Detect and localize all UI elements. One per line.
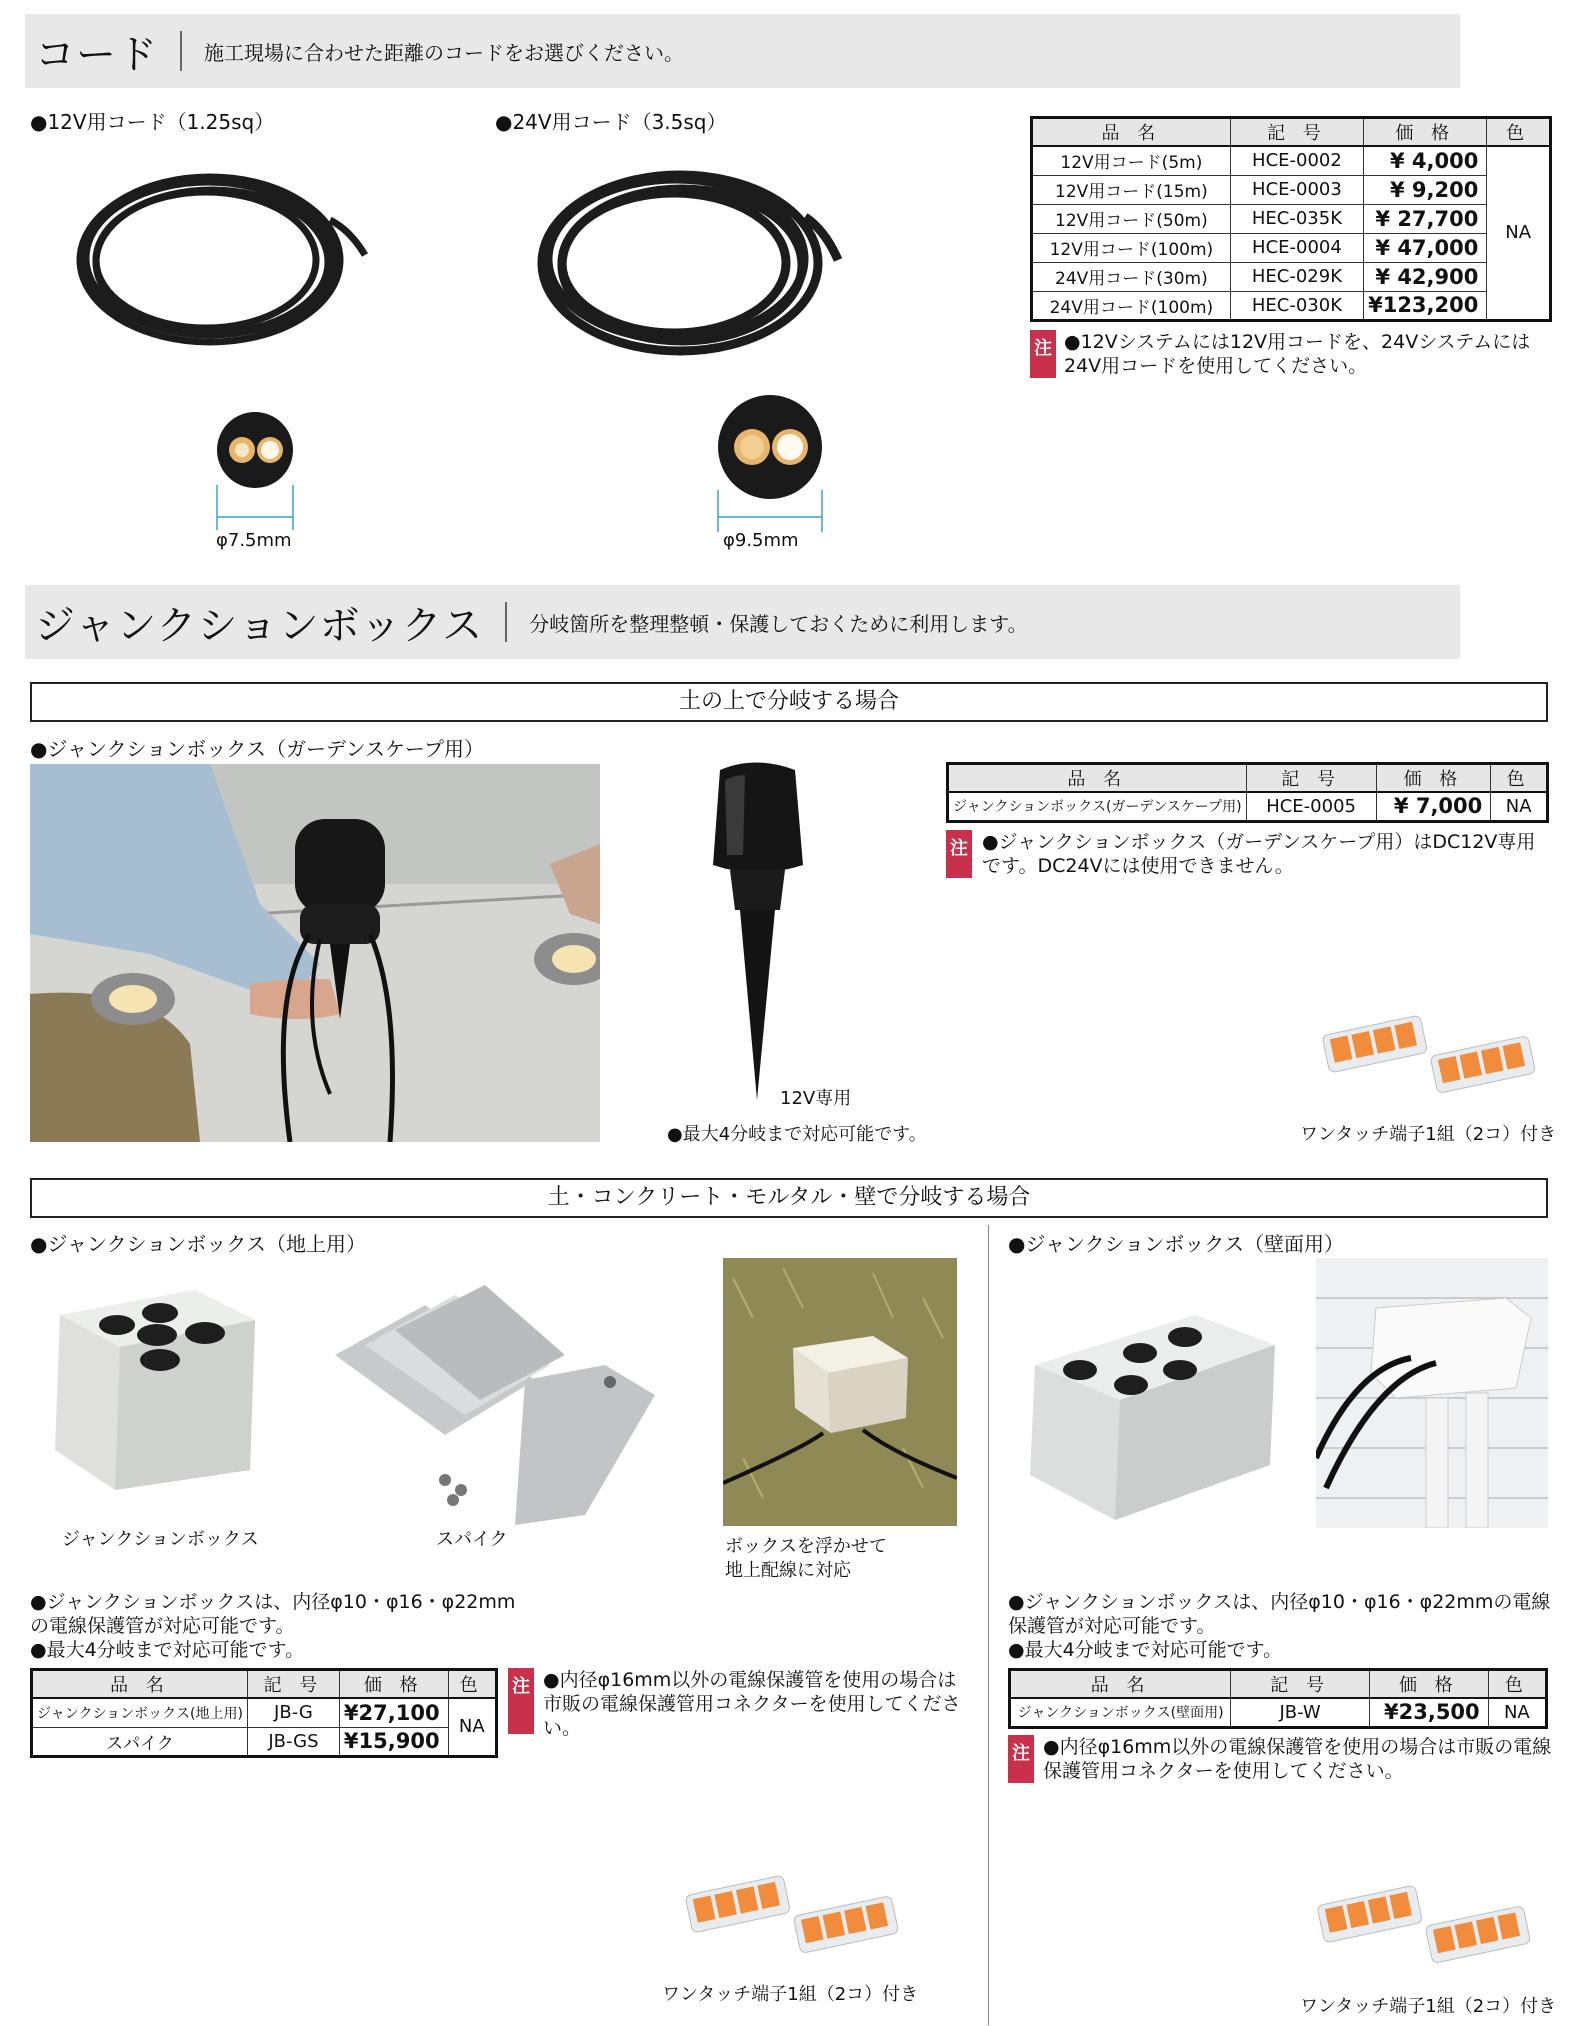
- ground-note: ●内径φ16mm以外の電線保護管を使用の場合は市販の電線保護管用コネクターを使用してください。: [543, 1669, 961, 1739]
- col-header-name: 品 名: [1032, 118, 1231, 147]
- wall-terminal-caption: ワンタッチ端子1組（2コ）付き: [1300, 1996, 1557, 2017]
- case1-terminal-caption: ワンタッチ端子1組（2コ）付き: [1300, 1124, 1557, 1145]
- jbox-section-desc: 分岐箇所を整理整頓・保護しておくために利用します。: [529, 611, 1028, 636]
- row-code: JB-GS: [247, 1727, 339, 1756]
- col-header-color: 色: [1488, 1670, 1546, 1699]
- row-code: JB-W: [1231, 1698, 1370, 1727]
- cord-section-title: コード: [35, 31, 158, 78]
- col-header-code: 記 号: [1230, 118, 1363, 147]
- ground-jbox-image: [45, 1275, 270, 1500]
- table-row: [1032, 204, 1551, 233]
- row-color: NA: [1491, 792, 1548, 821]
- row-name: 24V用コード(30m): [1032, 262, 1231, 291]
- table-header-row: [1010, 1670, 1547, 1699]
- row-code: HCE-0003: [1230, 175, 1363, 204]
- wall-jbox-image: [1025, 1275, 1285, 1525]
- row-name: 12V用コード(15m): [1032, 175, 1231, 204]
- col-header-color: 色: [448, 1670, 496, 1699]
- table-header-row: [32, 1670, 497, 1699]
- terminal-connector-image: [1315, 1870, 1535, 1965]
- row-code: HEC-030K: [1230, 291, 1363, 320]
- row-price: ¥ 9,200: [1364, 175, 1487, 204]
- header-divider: [505, 602, 507, 642]
- row-code: HCE-0005: [1246, 792, 1376, 821]
- row-name: スパイク: [32, 1727, 248, 1756]
- col-header-name: 品 名: [948, 764, 1247, 793]
- case2-bar: 土・コンクリート・モルタル・壁で分岐する場合: [30, 1178, 1548, 1218]
- wall-install-photo: [1316, 1258, 1548, 1528]
- cord-note: ●12Vシステムには12V用コードを、24Vシステムには24V用コードを使用してください。: [1064, 331, 1531, 377]
- row-code: HCE-0004: [1230, 233, 1363, 262]
- garden-jbox-photo: [30, 764, 600, 1142]
- cord-12v-label: ●12V用コード（1.25sq）: [30, 110, 275, 134]
- table-row: [1032, 233, 1551, 262]
- col-header-price: 価 格: [339, 1670, 448, 1699]
- col-header-name: 品 名: [32, 1670, 248, 1699]
- row-name: ジャンクションボックス(地上用): [32, 1698, 248, 1727]
- note-badge: 注: [1030, 330, 1056, 378]
- wall-jbox-label: ●ジャンクションボックス（壁面用）: [1008, 1232, 1345, 1256]
- row-price: ¥15,900: [339, 1727, 448, 1756]
- col-header-code: 記 号: [247, 1670, 339, 1699]
- table-row: [1032, 175, 1551, 204]
- row-name: 12V用コード(100m): [1032, 233, 1231, 262]
- row-price: ¥27,100: [339, 1698, 448, 1727]
- ground-jbox-caption: ジャンクションボックス: [62, 1529, 259, 1550]
- row-price: ¥ 7,000: [1376, 792, 1491, 821]
- spike-image: [325, 1285, 655, 1530]
- cord-24v-diameter: φ9.5mm: [723, 530, 799, 551]
- ground-jbox-price-table: [30, 1668, 498, 1758]
- jbox-section-title: ジャンクションボックス: [35, 602, 484, 649]
- wall-feature-2: ●最大4分岐まで対応可能です。: [1008, 1639, 1283, 1661]
- row-color: NA: [1487, 146, 1551, 320]
- wall-jbox-price-table: [1008, 1668, 1548, 1729]
- col-header-code: 記 号: [1231, 1670, 1370, 1699]
- row-price: ¥123,200: [1364, 291, 1487, 320]
- col-header-name: 品 名: [1010, 1670, 1231, 1699]
- row-price: ¥ 27,700: [1364, 204, 1487, 233]
- row-color: NA: [1488, 1698, 1546, 1727]
- cord-section-header: [25, 14, 1460, 88]
- case1-feature: ●最大4分岐まで対応可能です。: [667, 1124, 927, 1145]
- row-name: 12V用コード(50m): [1032, 204, 1231, 233]
- wall-note: ●内径φ16mm以外の電線保護管を使用の場合は市販の電線保護管用コネクターを使用してください。: [1043, 1736, 1552, 1782]
- cord-24v-cross-section: [705, 392, 835, 537]
- note-badge: 注: [946, 830, 972, 878]
- column-divider: [988, 1225, 989, 2025]
- garden-jbox-product-image: [695, 760, 825, 1105]
- cord-12v-cross-section: [200, 405, 310, 535]
- row-code: HEC-035K: [1230, 204, 1363, 233]
- table-row: [1032, 262, 1551, 291]
- row-name: ジャンクションボックス(壁面用): [1010, 1698, 1231, 1727]
- case1-note: ●ジャンクションボックス（ガーデンスケープ用）はDC12V専用です。DC24Vには使用できません。: [982, 831, 1536, 877]
- row-price: ¥ 47,000: [1364, 233, 1487, 262]
- col-header-color: 色: [1491, 764, 1548, 793]
- col-header-code: 記 号: [1246, 764, 1376, 793]
- spike-caption: スパイク: [436, 1529, 508, 1550]
- ground-install-caption: ボックスを浮かせて 地上配線に対応: [725, 1536, 887, 1581]
- table-row: [1032, 146, 1551, 175]
- table-header-row: [1032, 118, 1551, 147]
- col-header-price: 価 格: [1370, 1670, 1489, 1699]
- row-name: ジャンクションボックス(ガーデンスケープ用): [948, 792, 1247, 821]
- jbox-section-header: [25, 585, 1460, 659]
- garden-jbox-price-table: [946, 762, 1549, 823]
- cord-section-desc: 施工現場に合わせた距離のコードをお選びください。: [204, 40, 684, 65]
- terminal-connector-image: [1320, 1000, 1540, 1095]
- row-price: ¥23,500: [1370, 1698, 1489, 1727]
- row-price: ¥ 4,000: [1364, 146, 1487, 175]
- table-row: [1010, 1698, 1547, 1727]
- note-badge: 注: [1008, 1735, 1034, 1783]
- ground-terminal-caption: ワンタッチ端子1組（2コ）付き: [662, 1984, 919, 2005]
- row-name: 24V用コード(100m): [1032, 291, 1231, 320]
- case1-label: ●ジャンクションボックス（ガーデンスケープ用）: [30, 737, 485, 761]
- twelve-volt-only-tag: 12V専用: [780, 1088, 852, 1109]
- ground-feature-2: ●最大4分岐まで対応可能です。: [30, 1639, 305, 1661]
- cord-12v-image: [60, 160, 380, 360]
- table-row: [1032, 291, 1551, 320]
- col-header-price: 価 格: [1364, 118, 1487, 147]
- cord-24v-image: [520, 155, 850, 370]
- cord-12v-diameter: φ7.5mm: [216, 530, 292, 551]
- row-price: ¥ 42,900: [1364, 262, 1487, 291]
- row-code: HCE-0002: [1230, 146, 1363, 175]
- case1-bar: 土の上で分岐する場合: [30, 682, 1548, 722]
- table-row: [948, 792, 1548, 821]
- ground-jbox-label: ●ジャンクションボックス（地上用）: [30, 1232, 367, 1256]
- ground-feature-1: ●ジャンクションボックスは、内径φ10・φ16・φ22mmの電線保護管が対応可能です。: [30, 1591, 516, 1637]
- cord-price-table: [1030, 116, 1552, 322]
- col-header-color: 色: [1487, 118, 1551, 147]
- table-row: [32, 1698, 497, 1727]
- table-row: [32, 1727, 497, 1756]
- table-header-row: [948, 764, 1548, 793]
- row-code: HEC-029K: [1230, 262, 1363, 291]
- cord-24v-label: ●24V用コード（3.5sq）: [495, 110, 727, 134]
- ground-install-photo: [723, 1258, 957, 1526]
- row-name: 12V用コード(5m): [1032, 146, 1231, 175]
- terminal-connector-image: [683, 1860, 903, 1955]
- wall-feature-1: ●ジャンクションボックスは、内径φ10・φ16・φ22mmの電線保護管が対応可能です。: [1008, 1591, 1551, 1637]
- col-header-price: 価 格: [1376, 764, 1491, 793]
- note-badge: 注: [508, 1668, 534, 1734]
- header-divider: [180, 31, 182, 71]
- row-color: NA: [448, 1698, 496, 1756]
- row-code: JB-G: [247, 1698, 339, 1727]
